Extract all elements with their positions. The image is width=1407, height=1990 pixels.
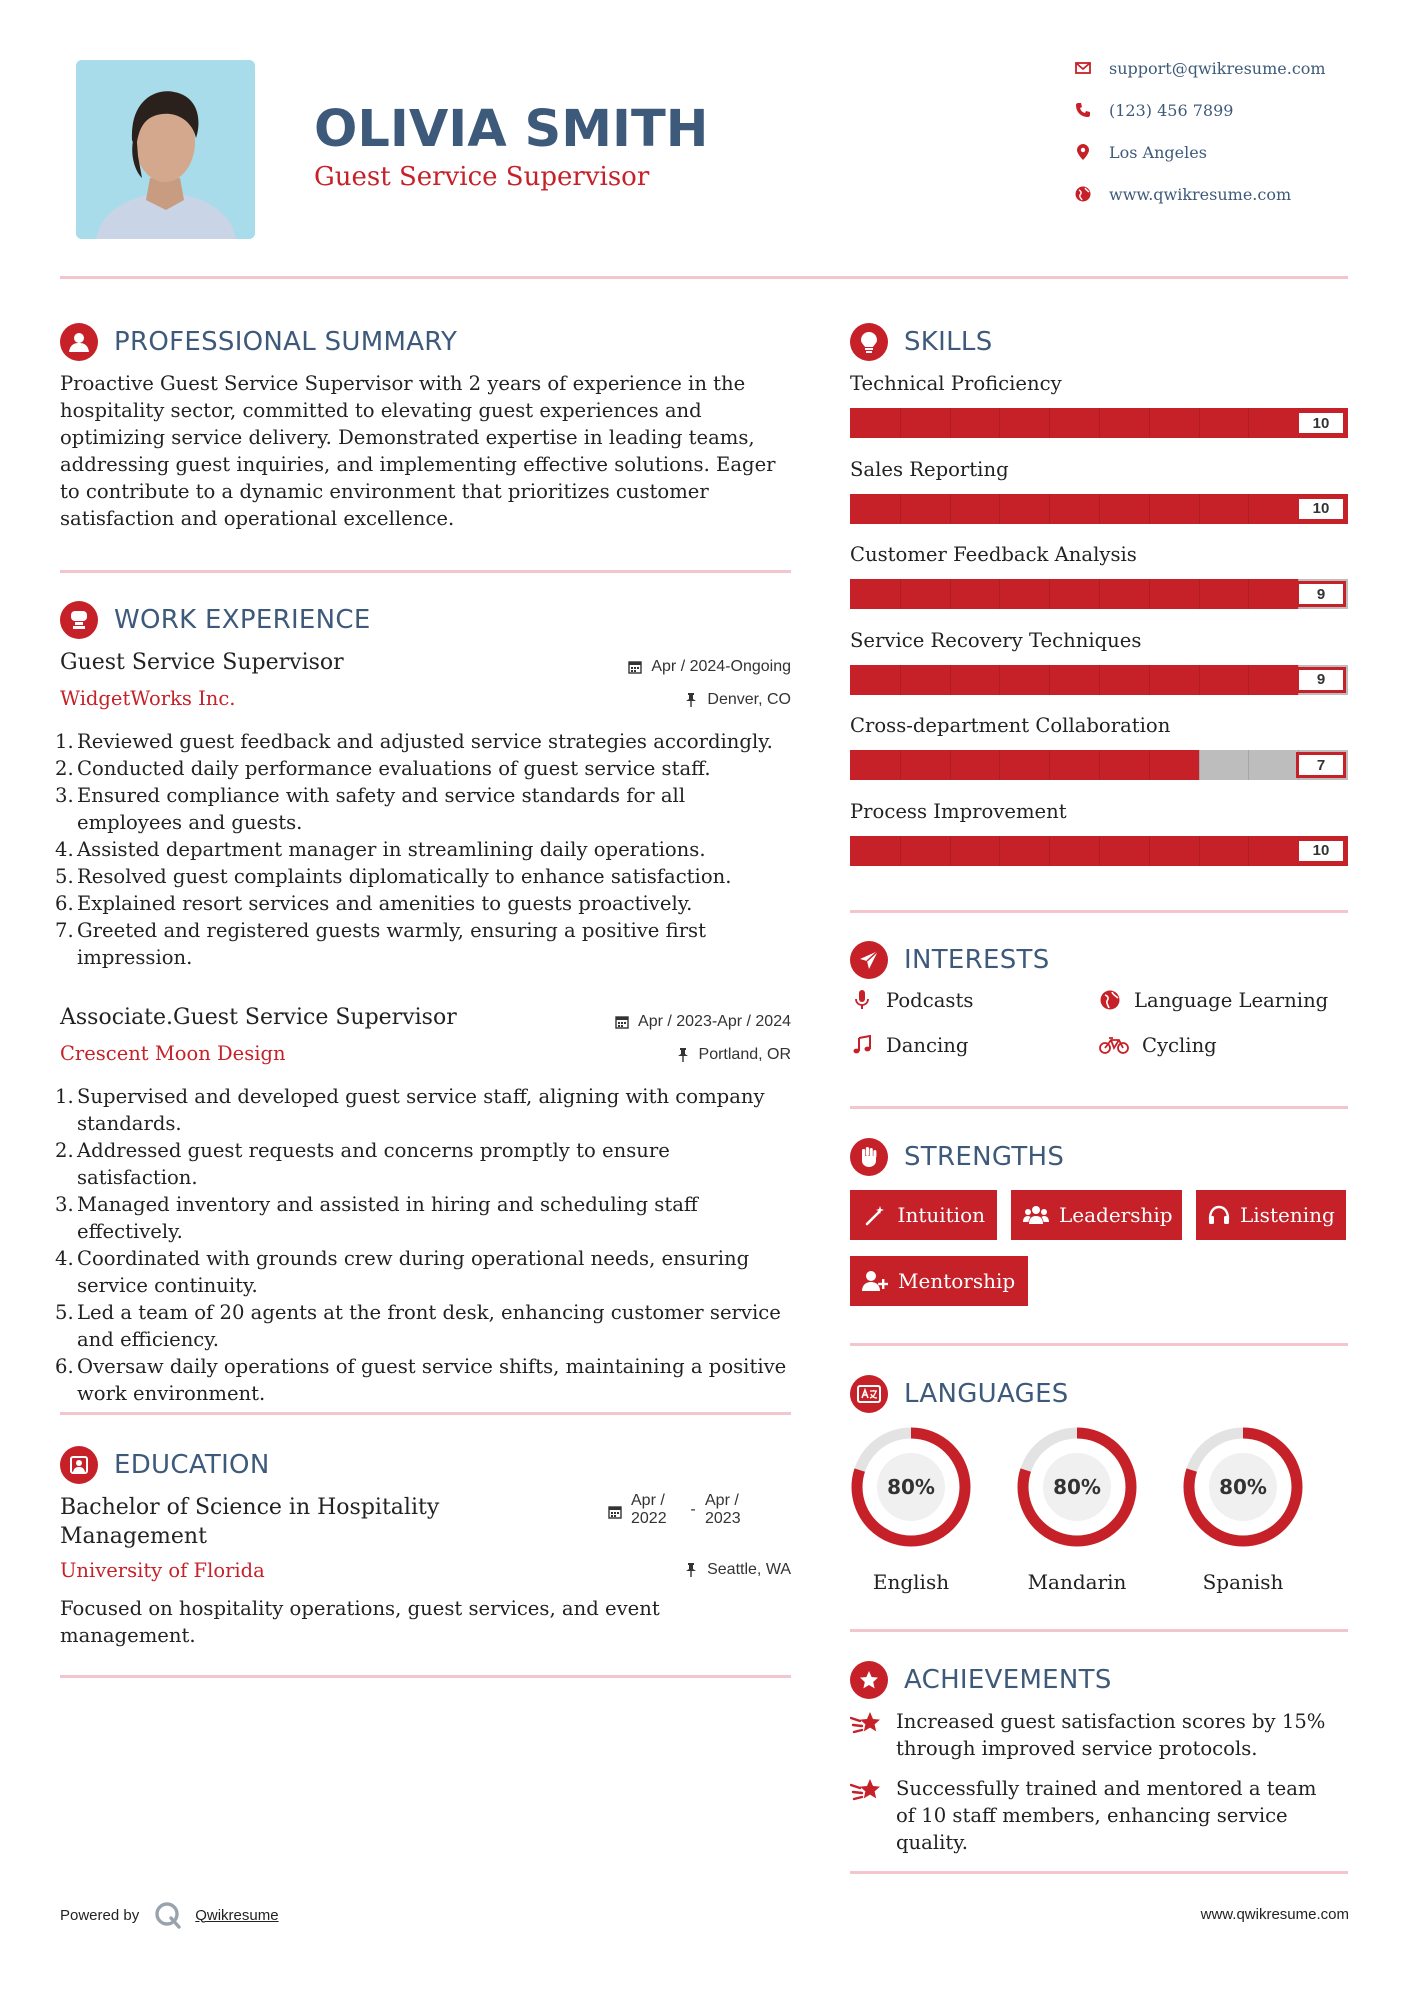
education-divider <box>60 1675 791 1678</box>
skill-level: 10 <box>1296 496 1346 522</box>
experience-divider <box>60 1412 791 1415</box>
job-1-dates-text: Apr / 2024-Ongoing <box>651 658 791 675</box>
list-item: 7. Greeted and registered guests warmly, ensuring a positive first impression. <box>55 919 706 969</box>
contact-location-text: Los Angeles <box>1109 142 1207 162</box>
job-1-company: WidgetWorks Inc. <box>60 687 236 710</box>
education-location <box>683 1561 791 1579</box>
interest-podcasts: Podcasts <box>850 988 973 1012</box>
languages-divider <box>850 1629 1348 1632</box>
skill-bar-segment <box>1149 665 1150 695</box>
skill-bar <box>850 750 1348 780</box>
star-badge-icon <box>850 1661 888 1699</box>
education-description: Focused on hospitality operations, guest services, and event management. <box>60 1597 660 1647</box>
skills-title: SKILLS <box>904 327 993 357</box>
education-school: University of Florida <box>60 1559 265 1582</box>
music-note-icon <box>850 1033 874 1057</box>
summary-divider <box>60 570 791 573</box>
language-name: English <box>872 1570 950 1594</box>
headphones-icon <box>1208 1202 1230 1228</box>
languages-title: LANGUAGES <box>904 1379 1069 1409</box>
interests-heading <box>850 941 1050 979</box>
skill-level: 7 <box>1296 752 1346 778</box>
job-2-location-text: Portland, OR <box>698 1046 791 1063</box>
skill-bar-segment <box>1199 750 1200 780</box>
languages-heading <box>850 1375 1069 1413</box>
calendar-icon <box>627 659 643 675</box>
skill-bar-segment <box>1199 836 1200 866</box>
list-item: 5. Resolved guest complaints diplomatically to enhance satisfaction. <box>55 865 732 888</box>
skill-bar-segment <box>1248 494 1249 524</box>
footer-brand-link[interactable]: Qwikresume <box>195 1906 279 1924</box>
skill-bar-segment <box>1248 750 1249 780</box>
job-1-title: Guest Service Supervisor <box>60 650 344 675</box>
skill-bar <box>850 665 1348 695</box>
strength-mentorship: Mentorship <box>850 1256 1028 1306</box>
briefcase-icon <box>60 601 98 639</box>
bicycle-icon <box>1098 1033 1130 1057</box>
experience-heading <box>60 601 371 639</box>
skill-bar-segment <box>950 836 951 866</box>
map-pin-icon <box>1073 142 1093 162</box>
translate-icon <box>850 1375 888 1413</box>
list-item: 2. Conducted daily performance evaluations of guest service staff. <box>55 757 711 780</box>
skill-bar-segment <box>1099 750 1100 780</box>
skill-bar-segment <box>1099 408 1100 438</box>
pushpin-icon <box>683 692 699 708</box>
language-item <box>1182 1426 1304 1594</box>
skill-name: Service Recovery Techniques <box>850 628 1142 652</box>
skill-bar-segment <box>999 579 1000 609</box>
skill-bar-segment <box>1099 665 1100 695</box>
list-item: 2. Addressed guest requests and concerns promptly to ensure satisfaction. <box>55 1139 670 1189</box>
skill-bar-segment <box>950 579 951 609</box>
language-percent: 80% <box>887 1475 935 1499</box>
strengths-title: STRENGTHS <box>904 1142 1065 1172</box>
candidate-name: OLIVIA SMITH <box>314 100 709 159</box>
users-icon <box>1023 1202 1049 1228</box>
skill-bar-fill <box>850 579 1298 609</box>
summary-text: Proactive Guest Service Supervisor with 2 years of experience in the hospitality sector, committed to elevating guest experiences and optimizing service delivery. Demonstrated expertise in leading teams, addressing guest inquiries, and implementing effective solutions. Eager to contribute to a dynamic environment that prioritizes customer satisfaction and operational excellence. <box>60 372 776 530</box>
shooting-star-icon <box>850 1708 886 1744</box>
summary-heading <box>60 323 457 361</box>
skill-bar-segment <box>900 665 901 695</box>
skill-bar-segment <box>1199 408 1200 438</box>
education-start: Apr / 2022 <box>631 1492 667 1527</box>
skill-bar-segment <box>1049 665 1050 695</box>
skill-name: Sales Reporting <box>850 457 1009 481</box>
fist-icon <box>850 1138 888 1176</box>
skill-bar-segment <box>1248 665 1249 695</box>
microphone-icon <box>850 988 874 1012</box>
skill-bar-segment <box>999 665 1000 695</box>
footer-powered-by <box>60 1900 279 1930</box>
skill-bar-segment <box>1149 836 1150 866</box>
skill-bar-segment <box>999 494 1000 524</box>
strength-intuition: Intuition <box>850 1190 997 1240</box>
skill-bar-segment <box>1199 494 1200 524</box>
skill-level: 10 <box>1296 838 1346 864</box>
globe-icon <box>1098 988 1122 1012</box>
contact-phone-text: (123) 456 7899 <box>1109 100 1234 120</box>
skill-bar-segment <box>999 408 1000 438</box>
skill-bar-segment <box>950 494 951 524</box>
skill-level: 9 <box>1296 581 1346 607</box>
skill-bar-segment <box>1099 494 1100 524</box>
candidate-title: Guest Service Supervisor <box>314 162 650 192</box>
skill-bar-segment <box>950 408 951 438</box>
phone-icon <box>1073 100 1093 120</box>
user-icon <box>60 323 98 361</box>
achievement-item <box>850 1775 1326 1856</box>
skill-bar-fill <box>850 750 1199 780</box>
language-item <box>1016 1426 1138 1594</box>
language-name: Mandarin <box>1027 1570 1127 1594</box>
contact-location <box>1073 142 1207 162</box>
skill-bar-segment <box>1049 750 1050 780</box>
skill-level: 10 <box>1296 410 1346 436</box>
achievements-divider <box>850 1871 1348 1874</box>
header-divider <box>60 276 1348 279</box>
skill-bar-segment <box>1149 579 1150 609</box>
skill-bar-segment <box>900 408 901 438</box>
education-title: EDUCATION <box>114 1450 270 1480</box>
qwikresume-logo-icon <box>153 1900 183 1930</box>
footer-powered-text: Powered by <box>60 1906 140 1924</box>
contact-website[interactable] <box>1073 184 1291 204</box>
interest-cycling: Cycling <box>1098 1033 1217 1057</box>
job-1-location-text: Denver, CO <box>707 691 791 708</box>
achievement-text: Successfully trained and mentored a team of 10 staff members, enhancing service quality. <box>896 1777 1317 1854</box>
language-name: Spanish <box>1202 1570 1284 1594</box>
skill-name: Technical Proficiency <box>850 372 1062 395</box>
skill-bar-segment <box>1049 408 1050 438</box>
contact-website-text: www.qwikresume.com <box>1109 184 1292 204</box>
experience-title: WORK EXPERIENCE <box>114 605 371 635</box>
education-end: Apr / 2023 <box>705 1492 741 1527</box>
user-plus-icon <box>862 1268 888 1294</box>
strength-listening: Listening <box>1196 1190 1346 1240</box>
lightbulb-icon <box>850 323 888 361</box>
list-item: 4. Coordinated with grounds crew during operational needs, ensuring service continuity. <box>55 1247 750 1297</box>
job-1-location <box>683 691 791 709</box>
language-percent: 80% <box>1219 1475 1267 1499</box>
skill-bar-segment <box>1149 408 1150 438</box>
interests-title: INTERESTS <box>904 945 1050 975</box>
skill-bar-segment <box>900 494 901 524</box>
contact-email[interactable] <box>1073 58 1326 78</box>
achievements-title: ACHIEVEMENTS <box>904 1665 1112 1695</box>
skill-name: Cross-department Collaboration <box>850 714 1171 737</box>
achievements-heading <box>850 1661 1112 1699</box>
skill-bar-segment <box>900 579 901 609</box>
language-percent: 80% <box>1053 1475 1101 1499</box>
skill-bar-segment <box>1099 579 1100 609</box>
strengths-heading <box>850 1138 1064 1176</box>
skills-heading <box>850 323 993 361</box>
skill-level: 9 <box>1296 667 1346 693</box>
education-location-text: Seattle, WA <box>707 1561 791 1578</box>
skill-bar <box>850 494 1348 524</box>
footer-website[interactable]: www.qwikresume.com <box>1200 1906 1349 1923</box>
skill-bar-segment <box>1149 494 1150 524</box>
skill-bar-segment <box>1199 579 1200 609</box>
skills-divider <box>850 910 1348 913</box>
list-item: 4. Assisted department manager in streamlining daily operations. <box>55 838 706 861</box>
globe-icon <box>1073 184 1093 204</box>
strength-leadership: Leadership <box>1011 1190 1182 1240</box>
interests-divider <box>850 1106 1348 1109</box>
education-dates: Apr / 2022 - Apr / 2023 <box>607 1492 755 1528</box>
job-2-duties <box>55 1083 795 1407</box>
job-1-dates <box>627 658 791 676</box>
skill-bar-segment <box>900 836 901 866</box>
pushpin-icon <box>675 1047 691 1063</box>
skill-name: Process Improvement <box>850 799 1067 823</box>
skill-bar <box>850 408 1348 438</box>
graduate-icon <box>60 1446 98 1484</box>
education-heading <box>60 1446 270 1484</box>
skill-name: Customer Feedback Analysis <box>850 543 1137 566</box>
achievement-item <box>850 1708 1326 1762</box>
skill-bar-segment <box>1199 665 1200 695</box>
interest-dancing: Dancing <box>850 1033 968 1057</box>
list-item: 6. Explained resort services and amenities to guests proactively. <box>55 892 693 915</box>
skill-bar-segment <box>950 665 951 695</box>
calendar-icon <box>607 1504 623 1520</box>
skill-bar-segment <box>950 750 951 780</box>
skill-bar-segment <box>1049 579 1050 609</box>
skill-bar <box>850 579 1348 609</box>
skill-bar-segment <box>1049 494 1050 524</box>
pushpin-icon <box>683 1562 699 1578</box>
skill-bar-segment <box>1149 750 1150 780</box>
job-2-dates-text: Apr / 2023-Apr / 2024 <box>638 1013 791 1030</box>
list-item: 3. Ensured compliance with safety and service standards for all employees and guests. <box>55 784 686 834</box>
calendar-icon <box>614 1014 630 1030</box>
skill-bar-segment <box>1248 579 1249 609</box>
contact-phone[interactable] <box>1073 100 1233 120</box>
job-2-dates <box>614 1013 791 1031</box>
list-item: 5. Led a team of 20 agents at the front desk, enhancing customer service and efficiency. <box>55 1301 781 1351</box>
skill-bar-segment <box>1248 836 1249 866</box>
job-2-location <box>675 1046 791 1064</box>
profile-photo <box>76 60 255 239</box>
skill-bar-segment <box>900 750 901 780</box>
magic-wand-icon <box>862 1202 888 1228</box>
paper-plane-icon <box>850 941 888 979</box>
list-item: 1. Supervised and developed guest service staff, aligning with company standards. <box>55 1085 765 1135</box>
skill-bar-segment <box>1248 408 1249 438</box>
skill-bar-segment <box>999 750 1000 780</box>
education-degree: Bachelor of Science in Hospitality Management <box>60 1495 440 1549</box>
shooting-star-icon <box>850 1775 886 1811</box>
list-item: 3. Managed inventory and assisted in hiring and scheduling staff effectively. <box>55 1193 698 1243</box>
interest-language-learning: Language Learning <box>1098 988 1328 1012</box>
list-item: 6. Oversaw daily operations of guest service shifts, maintaining a positive work environment. <box>55 1355 787 1405</box>
skill-bar-segment <box>999 836 1000 866</box>
envelope-icon <box>1073 58 1093 78</box>
list-item: 1. Reviewed guest feedback and adjusted service strategies accordingly. <box>55 730 773 753</box>
job-1-duties <box>55 728 795 971</box>
skill-bar-fill <box>850 665 1298 695</box>
job-2-company: Crescent Moon Design <box>60 1042 286 1065</box>
skill-bar-segment <box>1099 836 1100 866</box>
language-item <box>850 1426 972 1594</box>
achievement-text: Increased guest satisfaction scores by 15% through improved service protocols. <box>896 1710 1326 1760</box>
skill-bar <box>850 836 1348 866</box>
job-2-title: Associate.Guest Service Supervisor <box>60 1005 457 1030</box>
skill-bar-segment <box>1049 836 1050 866</box>
summary-title: PROFESSIONAL SUMMARY <box>114 327 458 357</box>
contact-email-text: support@qwikresume.com <box>1109 58 1326 78</box>
strengths-divider <box>850 1343 1348 1346</box>
